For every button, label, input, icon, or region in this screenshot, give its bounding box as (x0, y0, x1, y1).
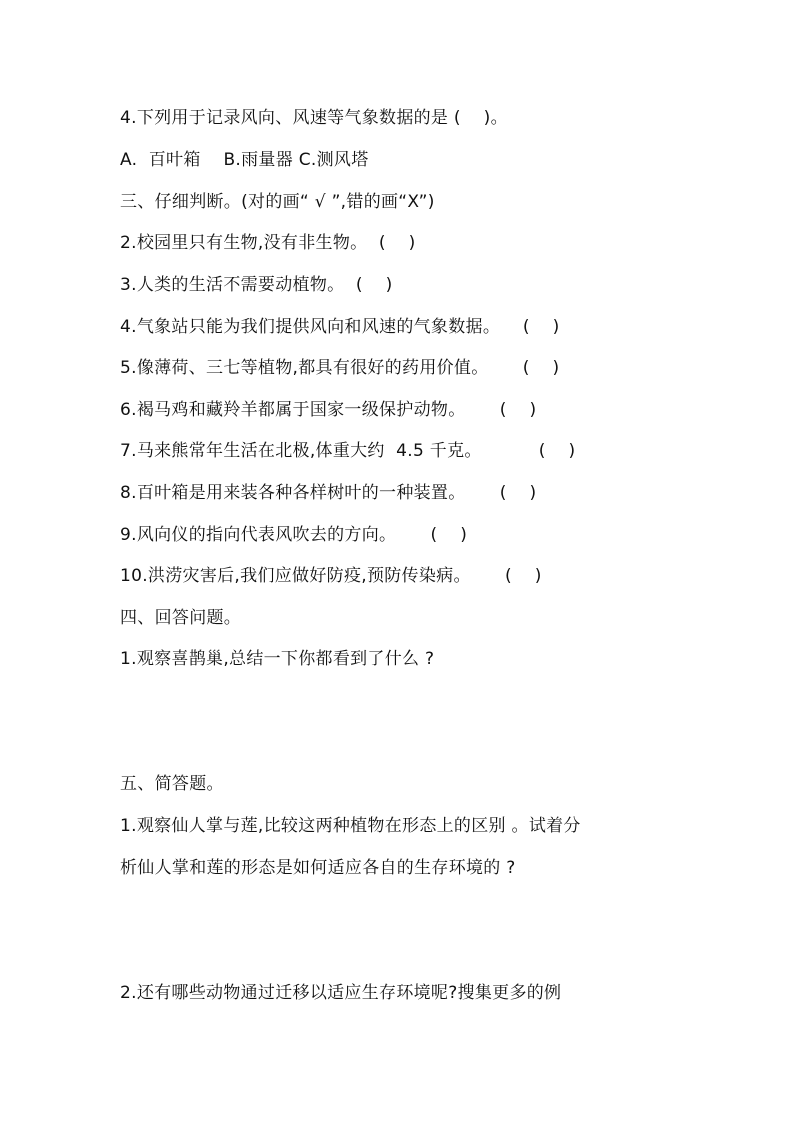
section-4-heading: 四、回答问题。 (120, 608, 242, 628)
section-3-heading: 三、仔细判断。(对的画“ √ ”,错的画“X”) (120, 192, 435, 212)
judgment-item-5: 5.像薄荷、三七等植物,都具有很好的药用价值。 ( ) (120, 358, 560, 378)
short-answer-1-line-2: 析仙人掌和莲的形态是如何适应各自的生存环境的 ? (120, 858, 516, 878)
answer-question-1: 1.观察喜鹊巢,总结一下你都看到了什么 ? (120, 649, 435, 669)
short-answer-1-line-1: 1.观察仙人掌与莲,比较这两种植物在形态上的区别 。试着分 (120, 816, 581, 836)
question-4-choice: 4.下列用于记录风向、风速等气象数据的是 ( )。 (120, 108, 508, 128)
judgment-item-10: 10.洪涝灾害后,我们应做好防疫,预防传染病。 ( ) (120, 566, 542, 586)
short-answer-2: 2.还有哪些动物通过迁移以适应生存环境呢?搜集更多的例 (120, 983, 562, 1003)
judgment-item-8: 8.百叶箱是用来装各种各样树叶的一种装置。 ( ) (120, 483, 537, 503)
section-5-heading: 五、简答题。 (120, 774, 224, 794)
judgment-item-3: 3.人类的生活不需要动植物。 ( ) (120, 275, 393, 295)
judgment-item-6: 6.褐马鸡和藏羚羊都属于国家一级保护动物。 ( ) (120, 400, 537, 420)
judgment-item-2: 2.校园里只有生物,没有非生物。 ( ) (120, 233, 416, 253)
judgment-item-7: 7.马来熊常年生活在北极,体重大约 4.5 千克。 ( ) (120, 441, 576, 461)
question-4-options: A. 百叶箱 B.雨量器 C.测风塔 (120, 150, 369, 170)
judgment-item-4: 4.气象站只能为我们提供风向和风速的气象数据。 ( ) (120, 317, 560, 337)
judgment-item-9: 9.风向仪的指向代表风吹去的方向。 ( ) (120, 525, 468, 545)
